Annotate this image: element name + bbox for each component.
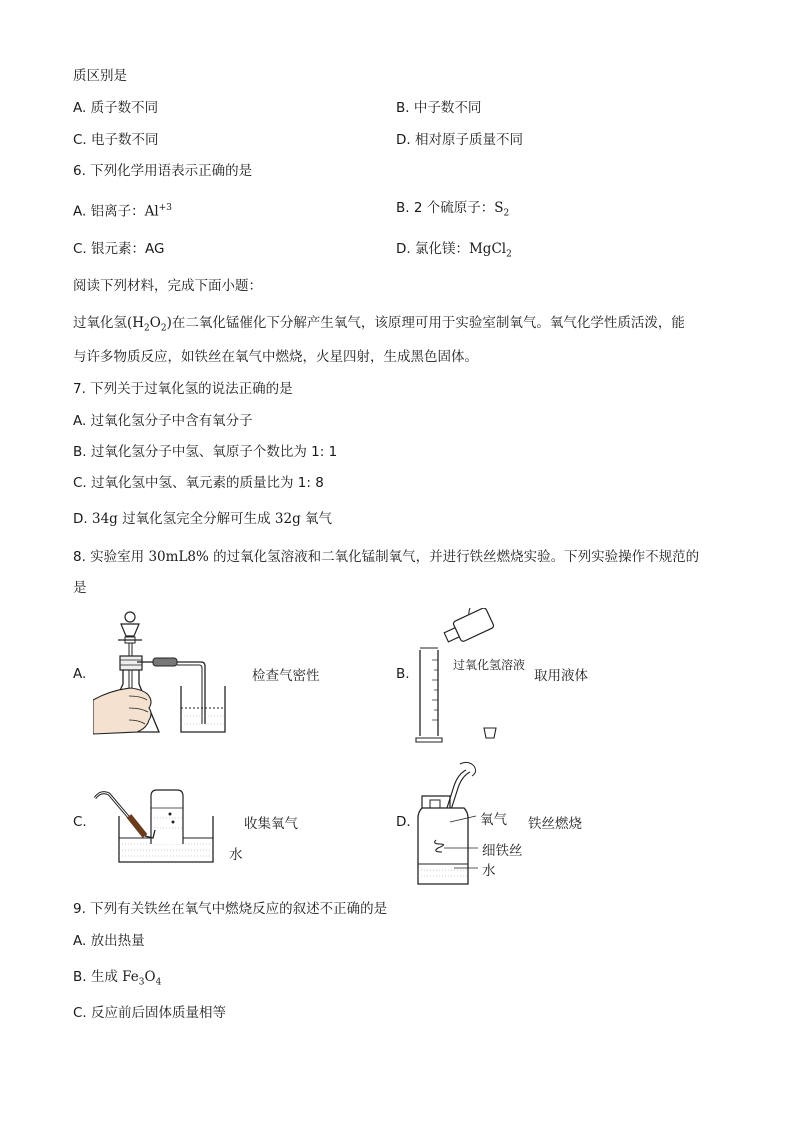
- q8-stem-line2: 是: [73, 580, 87, 596]
- bottle-label: 过氧化氢溶液: [453, 658, 526, 672]
- q9-option-a: A. 放出热量: [73, 933, 145, 949]
- jar-water-label: 水: [482, 863, 496, 879]
- q6-option-d: D. 氯化镁：MgCl$_2$: [396, 241, 512, 260]
- q5-option-d: D. 相对原子质量不同: [396, 132, 523, 148]
- q6-a-charge: +3: [158, 203, 172, 213]
- q5-stem-tail: 质区别是: [73, 68, 127, 84]
- q7-stem: 7. 下列关于过氧化氢的说法正确的是: [73, 381, 293, 397]
- q8-option-d-letter: D.: [396, 814, 411, 830]
- collect-oxygen-figure: [91, 772, 221, 868]
- q8-option-b-letter: B.: [396, 666, 410, 682]
- q5-option-b: B. 中子数不同: [396, 100, 482, 116]
- material-paragraph-line2: 与许多物质反应，如铁丝在氧气中燃烧，火星四射，生成黑色固体。: [73, 349, 478, 365]
- q9-option-b: B. 生成 $Fe_3O_4$: [73, 969, 162, 988]
- fe3o4-formula: $Fe_3O_4$: [122, 969, 162, 988]
- q7-option-c: C. 过氧化氢中氢、氧元素的质量比为 1: 8: [73, 475, 324, 491]
- q5-option-c: C. 电子数不同: [73, 132, 159, 148]
- q7-option-b: B. 过氧化氢分子中氢、氧原子个数比为 1: 1: [73, 444, 338, 460]
- q9-option-c: C. 反应前后固体质量相等: [73, 1005, 227, 1021]
- q6-a-formula: Al: [144, 203, 159, 220]
- jar-oxygen-label: 氧气: [480, 812, 507, 828]
- q6-option-a: A. 铝离子：$Al^{+3}$: [73, 203, 172, 220]
- q6-option-b: B. 2 个硫原子：$S_2$: [396, 200, 510, 219]
- q6-d-formula: MgCl: [468, 241, 507, 257]
- q6-b-formula: S: [494, 200, 504, 216]
- iron-burning-figure: [414, 760, 534, 890]
- iron-wire-label: 细铁丝: [482, 843, 523, 859]
- q8-option-d-caption: 铁丝燃烧: [528, 816, 582, 832]
- q8-option-c-caption: 收集氧气: [244, 816, 298, 832]
- trough-water-label: 水: [229, 847, 243, 863]
- q6-option-c: C. 银元素：AG: [73, 241, 165, 257]
- q9-stem: 9. 下列有关铁丝在氧气中燃烧反应的叙述不正确的是: [73, 901, 388, 917]
- airtightness-check-figure: [93, 604, 233, 738]
- q5-option-a: A. 质子数不同: [73, 100, 159, 116]
- q7-option-d: D. 34g 过氧化氢完全分解可生成 32g 氧气: [73, 511, 333, 527]
- material-paragraph-line1: 过氧化氢$(H_2O_2)$在二氧化锰催化下分解产生氧气，该原理可用于实验室制氧气。氧气化学性质活泼，能: [73, 315, 685, 334]
- q8-option-c-letter: C.: [73, 814, 87, 830]
- q8-stem-line1: 8. 实验室用 30mL8% 的过氧化氢溶液和二氧化锰制氧气，并进行铁丝燃烧实验。下列实验操作不规范的: [73, 549, 700, 565]
- q7-option-a: A. 过氧化氢分子中含有氧分子: [73, 413, 253, 429]
- pour-liquid-figure: [414, 608, 514, 746]
- q8-option-a-letter: A.: [73, 666, 87, 682]
- q8-option-a-caption: 检查气密性: [252, 668, 320, 684]
- q8-option-b-caption: 取用液体: [534, 668, 588, 684]
- material-intro: 阅读下列材料，完成下面小题：: [73, 278, 262, 294]
- q6-stem: 6. 下列化学用语表示正确的是: [73, 163, 253, 179]
- h2o2-formula: $(H_2O_2)$: [127, 315, 172, 334]
